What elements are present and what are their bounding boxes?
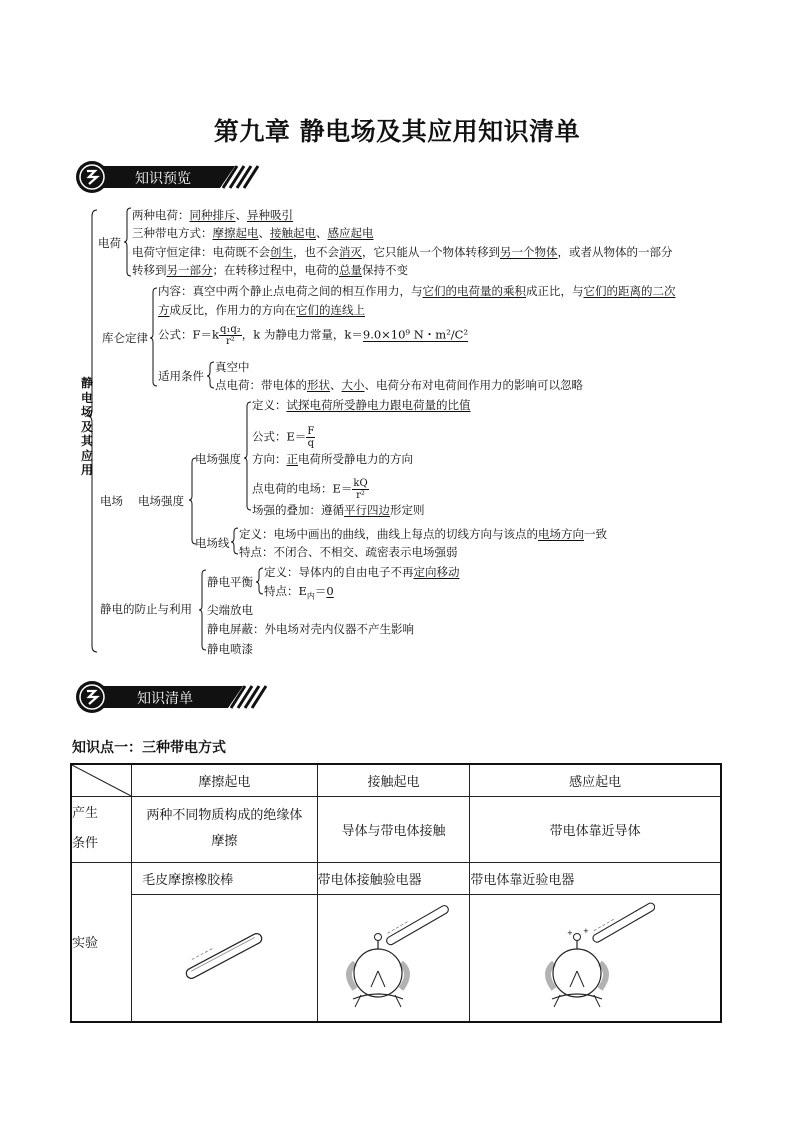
- row-label-condition: 产生 条件: [71, 796, 132, 862]
- section-label: 知识清单: [137, 691, 193, 707]
- section-header-list: [75, 680, 275, 714]
- pingheng-def: 定义：导体内的自由电子不再定向移动: [264, 565, 460, 579]
- section-label: 知识预览: [135, 171, 191, 187]
- section-header-preview: [75, 160, 265, 194]
- dianhe-line2: 三种带电方式：摩擦起电、接触起电、感应起电: [132, 226, 374, 240]
- row-label-experiment: 实验: [71, 862, 132, 1022]
- qiangdu-point-charge: 点电荷的电场：E＝ $\frac{kQ}{\text{r²}}$: [252, 478, 368, 501]
- fangzhi-shield: 静电屏蔽：外电场对壳内仪器不产生影响: [207, 622, 414, 636]
- svg-text:+: +: [567, 928, 574, 937]
- kulun-cond-2: 点电荷：带电体的形状、大小、电荷分布对电荷间作用力的影响可以忽略: [215, 378, 583, 392]
- dianchang-label: 电场: [100, 494, 123, 508]
- experiment-figure-induction: [470, 894, 721, 1022]
- qiangdu-formula: 公式：E＝ $\frac{F}{q}$: [252, 426, 315, 449]
- xian-def: 定义：电场中画出的曲线，曲线上每点的切线方向与该点的电场方向一致: [239, 527, 607, 541]
- table-cell: 带电体靠近导体: [470, 796, 721, 862]
- table-corner: [71, 764, 132, 796]
- rubber-rod-icon: [174, 926, 274, 986]
- electroscope-icon: [333, 901, 453, 1011]
- kulun-formula: 公式：F＝k $\frac{\text{q₁q₂}}{\text{r²}}$ ，k 为静电力常量，k＝9.0×10⁹ N・m²/C²: [158, 324, 469, 347]
- pingheng-label: 静电平衡: [207, 575, 253, 589]
- table-cell: 带电体靠近验电器: [470, 862, 721, 894]
- svg-text:+: +: [583, 926, 590, 935]
- page-title: 第九章 静电场及其应用知识清单: [213, 117, 581, 146]
- pingheng-feature: 特点：$E_内=0$: [264, 584, 334, 601]
- kulun-content-1: 内容：真空中两个静止点电荷之间的相互作用力，与它们的电荷量的乘积成正比，与它们的距离的二次: [158, 284, 676, 298]
- xian-feature: 特点：不闭合、不相交、疏密表示电场强弱: [239, 545, 458, 559]
- xian-label: 电场线: [195, 536, 230, 550]
- kulun-cond-label: 适用条件: [158, 369, 204, 383]
- dianhe-label: 电荷: [98, 236, 121, 250]
- dianhe-line3: 电荷守恒定律：电荷既不会创生，也不会消灭，它只能从一个物体转移到另一个物体，或者从物体的一部分: [132, 245, 673, 259]
- qiangdu-direction: 方向：正电荷所受静电力的方向: [252, 452, 413, 466]
- dianchang-sub: 电场强度: [138, 494, 184, 508]
- qiangdu-label: 电场强度: [195, 452, 241, 466]
- table-header: 接触起电: [317, 764, 470, 796]
- fangzhi-label: 静电的防止与利用: [100, 602, 192, 616]
- tree-root-label: 静 电 场 及 其 应 用: [80, 376, 93, 477]
- qiangdu-def: 定义：试探电荷所受静电力跟电荷量的比值: [252, 398, 471, 412]
- fangzhi-spray: 静电喷漆: [207, 642, 253, 656]
- dianhe-line4: 转移到另一部分；在转移过程中，电荷的总量保持不变: [132, 263, 408, 277]
- table-cell: 两种不同物质构成的绝缘体 摩擦: [132, 796, 317, 862]
- fangzhi-tip: 尖端放电: [207, 603, 253, 617]
- table-cell: 导体与带电体接触: [317, 796, 470, 862]
- charging-methods-table: [70, 763, 722, 1023]
- experiment-figure-contact: [317, 894, 470, 1022]
- kulun-content-2: 方成反比，作用力的方向在它们的连线上: [158, 303, 365, 317]
- electroscope-icon: [535, 901, 655, 1011]
- table-header: 感应起电: [470, 764, 721, 796]
- dianhe-line1: 两种电荷：同种排斥、异种吸引: [132, 208, 293, 222]
- experiment-figure-rubbing: [132, 894, 317, 1022]
- diagonal-line: [72, 765, 133, 797]
- knowledge-point-title: 知识点一：三种带电方式: [72, 740, 226, 756]
- qiangdu-superposition: 场强的叠加：遵循平行四边形定则: [252, 503, 425, 517]
- table-cell: 毛皮摩擦橡胶棒: [132, 862, 317, 894]
- table-header: 摩擦起电: [132, 764, 317, 796]
- kulun-label: 库仑定律: [102, 331, 148, 345]
- table-cell: 带电体接触验电器: [317, 862, 470, 894]
- kulun-cond-1: 真空中: [215, 360, 250, 374]
